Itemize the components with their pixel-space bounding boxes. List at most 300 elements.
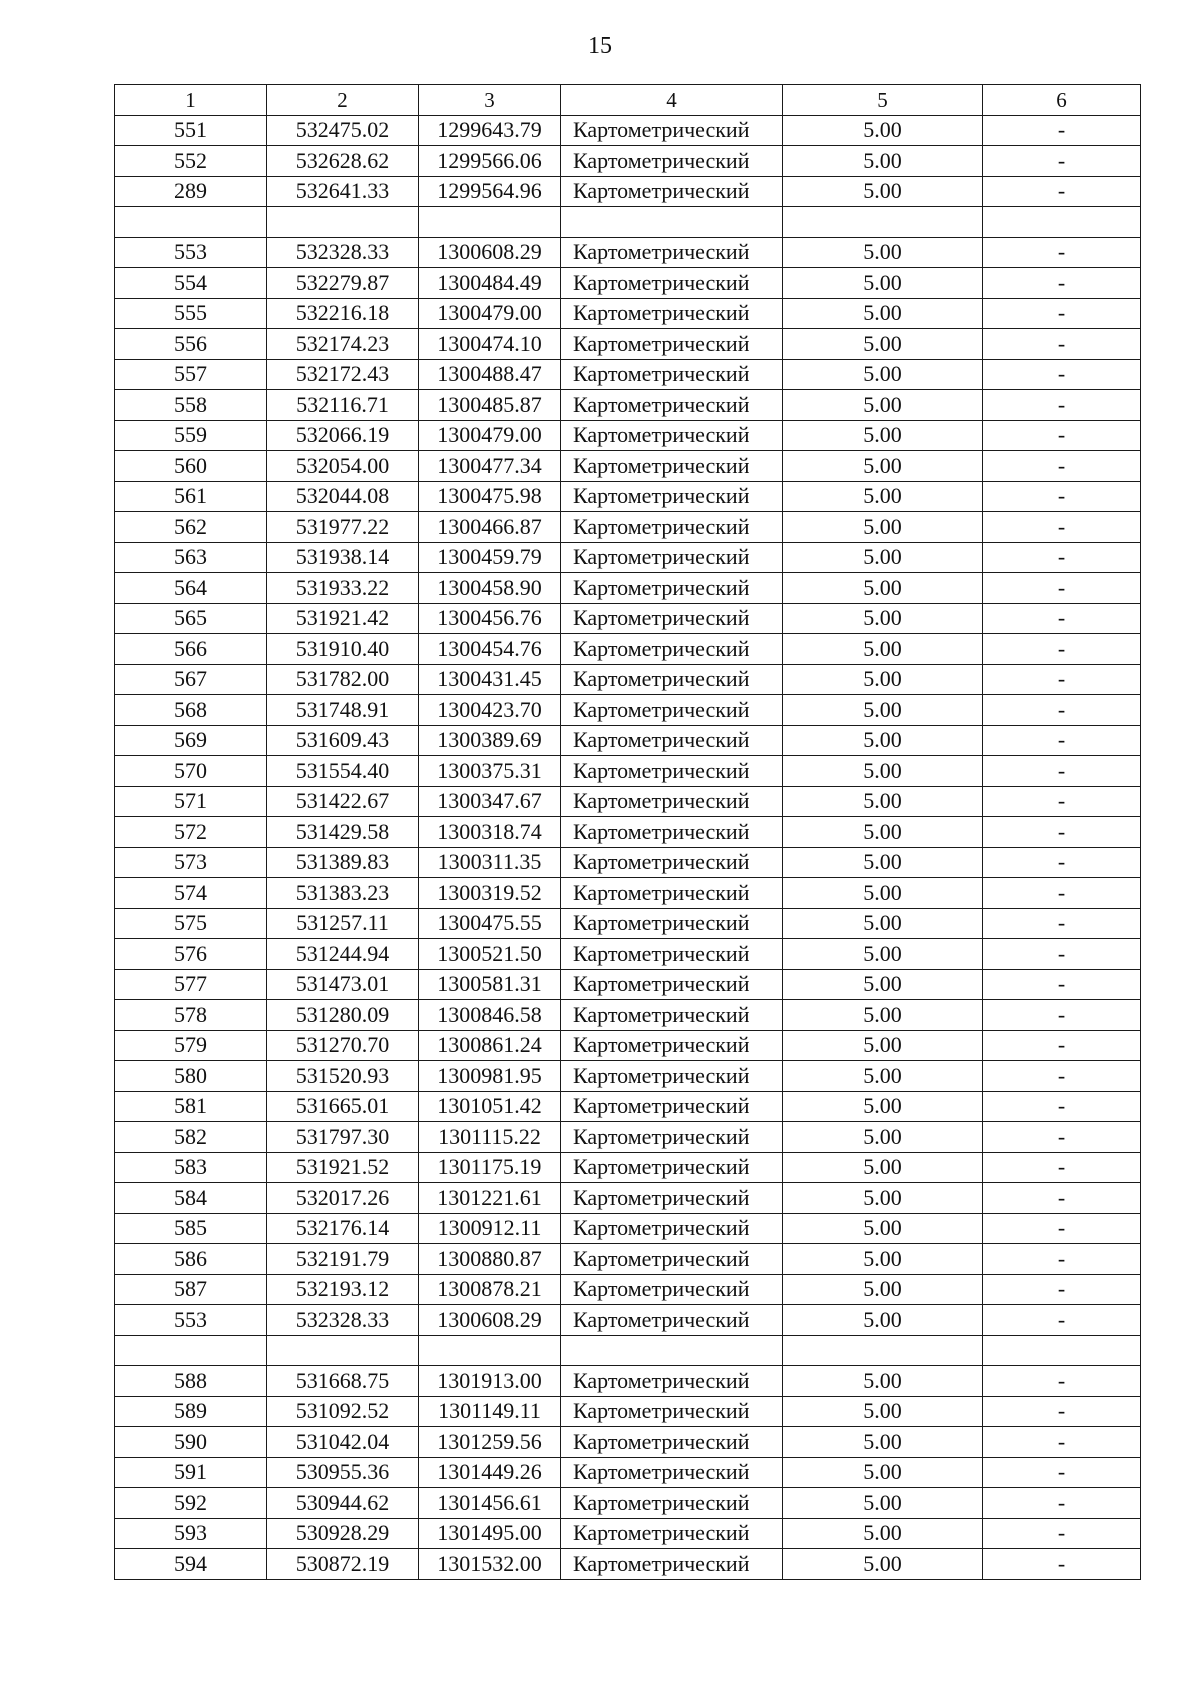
table-cell: 577 (115, 969, 267, 1000)
table-cell: 532193.12 (267, 1274, 419, 1305)
table-cell: 532475.02 (267, 115, 419, 146)
table-cell: 531797.30 (267, 1122, 419, 1153)
table-cell (561, 1335, 783, 1366)
table-cell: 532628.62 (267, 146, 419, 177)
table-cell: 5.00 (783, 969, 983, 1000)
table-cell: - (983, 786, 1141, 817)
table-cell: Картометрический (561, 939, 783, 970)
column-header: 6 (983, 85, 1141, 116)
table-cell: Картометрический (561, 146, 783, 177)
table-cell: Картометрический (561, 420, 783, 451)
table-row (115, 542, 1141, 573)
table-row (115, 1457, 1141, 1488)
table-cell: 1300466.87 (419, 512, 561, 543)
table-cell: Картометрический (561, 1488, 783, 1519)
table-cell: Картометрический (561, 1000, 783, 1031)
table-row (115, 878, 1141, 909)
table-row (115, 359, 1141, 390)
table-cell: 531389.83 (267, 847, 419, 878)
table-cell: - (983, 1427, 1141, 1458)
table-cell: - (983, 512, 1141, 543)
table-cell: Картометрический (561, 451, 783, 482)
table-cell: 1299564.96 (419, 176, 561, 207)
table-cell: Картометрический (561, 268, 783, 299)
table-cell: 1300912.11 (419, 1213, 561, 1244)
table-row (115, 1000, 1141, 1031)
table-cell: 5.00 (783, 481, 983, 512)
table-row (115, 1305, 1141, 1336)
table-cell: - (983, 115, 1141, 146)
table-cell: 1300608.29 (419, 237, 561, 268)
table-row (115, 695, 1141, 726)
table-row (115, 786, 1141, 817)
table-cell: Картометрический (561, 512, 783, 543)
table-cell: - (983, 725, 1141, 756)
table-cell: - (983, 1030, 1141, 1061)
table-cell: Картометрический (561, 390, 783, 421)
table-row (115, 1213, 1141, 1244)
table-cell: 532172.43 (267, 359, 419, 390)
table-cell: - (983, 1000, 1141, 1031)
table-cell: 1301456.61 (419, 1488, 561, 1519)
table-cell: 1300389.69 (419, 725, 561, 756)
table-cell: 559 (115, 420, 267, 451)
table-cell: 5.00 (783, 298, 983, 329)
table-cell: 5.00 (783, 146, 983, 177)
table-cell: Картометрический (561, 725, 783, 756)
table-cell: Картометрический (561, 1396, 783, 1427)
table-cell: 567 (115, 664, 267, 695)
table-row (115, 1030, 1141, 1061)
table-cell: 531748.91 (267, 695, 419, 726)
table-cell: 1300485.87 (419, 390, 561, 421)
table-row (115, 725, 1141, 756)
table-cell: 531092.52 (267, 1396, 419, 1427)
table-cell: 531977.22 (267, 512, 419, 543)
table-row (115, 1335, 1141, 1366)
page-number: 15 (588, 33, 612, 59)
table-cell: Картометрический (561, 603, 783, 634)
table-cell: 1300347.67 (419, 786, 561, 817)
table-cell: 5.00 (783, 695, 983, 726)
table-cell: 555 (115, 298, 267, 329)
table-cell: 5.00 (783, 1457, 983, 1488)
table-cell: 554 (115, 268, 267, 299)
table-cell: 5.00 (783, 634, 983, 665)
table-cell: 531520.93 (267, 1061, 419, 1092)
table-cell: - (983, 1366, 1141, 1397)
table-cell: 5.00 (783, 359, 983, 390)
table-cell: 1300846.58 (419, 1000, 561, 1031)
table-cell: - (983, 603, 1141, 634)
table-cell: 5.00 (783, 1366, 983, 1397)
table-cell: 585 (115, 1213, 267, 1244)
table-cell: 5.00 (783, 1518, 983, 1549)
table-cell (419, 1335, 561, 1366)
table-cell: 590 (115, 1427, 267, 1458)
table-row (115, 146, 1141, 177)
table-cell: 5.00 (783, 237, 983, 268)
table-header-row (115, 85, 1141, 116)
table-cell: 532017.26 (267, 1183, 419, 1214)
table-cell: 562 (115, 512, 267, 543)
table-cell: - (983, 878, 1141, 909)
table-cell: Картометрический (561, 1518, 783, 1549)
table-cell: 569 (115, 725, 267, 756)
table-cell: 1300479.00 (419, 298, 561, 329)
table-cell: 532216.18 (267, 298, 419, 329)
table-cell: 558 (115, 390, 267, 421)
table-cell: 1301259.56 (419, 1427, 561, 1458)
table-cell: Картометрический (561, 1244, 783, 1275)
table-cell: 5.00 (783, 542, 983, 573)
column-header: 4 (561, 85, 783, 116)
table-cell: 5.00 (783, 1122, 983, 1153)
table-cell: 530928.29 (267, 1518, 419, 1549)
table-row (115, 298, 1141, 329)
table-row (115, 176, 1141, 207)
table-cell: 531473.01 (267, 969, 419, 1000)
table-cell: 1300475.55 (419, 908, 561, 939)
table-row (115, 908, 1141, 939)
table-cell: 589 (115, 1396, 267, 1427)
table-cell: Картометрический (561, 756, 783, 787)
table-cell (267, 1335, 419, 1366)
table-cell: 5.00 (783, 1549, 983, 1580)
table-cell: 531270.70 (267, 1030, 419, 1061)
table-cell: 532054.00 (267, 451, 419, 482)
table-row (115, 756, 1141, 787)
table-cell: 531429.58 (267, 817, 419, 848)
table-cell: 5.00 (783, 451, 983, 482)
table-cell: 5.00 (783, 1061, 983, 1092)
table-cell: 1300484.49 (419, 268, 561, 299)
table-row (115, 1366, 1141, 1397)
table-cell: 289 (115, 176, 267, 207)
table-cell: 1300475.98 (419, 481, 561, 512)
table-cell: - (983, 1152, 1141, 1183)
table-cell: Картометрический (561, 1457, 783, 1488)
column-header: 3 (419, 85, 561, 116)
table-cell: Картометрический (561, 542, 783, 573)
table-cell: Картометрический (561, 878, 783, 909)
table-cell: - (983, 634, 1141, 665)
table-cell: 584 (115, 1183, 267, 1214)
table-cell: 5.00 (783, 1488, 983, 1519)
table-cell: Картометрический (561, 1549, 783, 1580)
table-cell: 5.00 (783, 664, 983, 695)
table-cell: 531609.43 (267, 725, 419, 756)
table-cell: - (983, 359, 1141, 390)
table-cell: 531938.14 (267, 542, 419, 573)
table-cell: 5.00 (783, 512, 983, 543)
table-cell: Картометрический (561, 329, 783, 360)
table-cell: 574 (115, 878, 267, 909)
table-cell: 1300861.24 (419, 1030, 561, 1061)
table-cell: 571 (115, 786, 267, 817)
table-cell: - (983, 1518, 1141, 1549)
table-row (115, 603, 1141, 634)
table-cell: - (983, 969, 1141, 1000)
table-cell: Картометрический (561, 115, 783, 146)
table-cell: - (983, 908, 1141, 939)
table-cell: 552 (115, 146, 267, 177)
table-cell: 557 (115, 359, 267, 390)
table-cell: Картометрический (561, 1274, 783, 1305)
table-cell: - (983, 542, 1141, 573)
table-cell: Картометрический (561, 359, 783, 390)
table-cell: 1300375.31 (419, 756, 561, 787)
table-row (115, 939, 1141, 970)
table-cell: Картометрический (561, 1061, 783, 1092)
table-cell: - (983, 1244, 1141, 1275)
table-row (115, 420, 1141, 451)
table-cell: 556 (115, 329, 267, 360)
table-cell: 1300423.70 (419, 695, 561, 726)
table-cell: - (983, 939, 1141, 970)
table-cell: Картометрический (561, 1030, 783, 1061)
table-cell: 568 (115, 695, 267, 726)
table-cell: 531921.52 (267, 1152, 419, 1183)
table-cell: 5.00 (783, 115, 983, 146)
table-cell: 1300880.87 (419, 1244, 561, 1275)
table-cell: 532641.33 (267, 176, 419, 207)
table-row (115, 1427, 1141, 1458)
table-cell: Картометрический (561, 481, 783, 512)
table-cell: 532176.14 (267, 1213, 419, 1244)
table-cell: Картометрический (561, 1427, 783, 1458)
table-cell: 579 (115, 1030, 267, 1061)
table-cell: 553 (115, 1305, 267, 1336)
table-cell: - (983, 329, 1141, 360)
table-cell (983, 1335, 1141, 1366)
table-cell: - (983, 1549, 1141, 1580)
table-cell: - (983, 817, 1141, 848)
table-cell: Картометрический (561, 695, 783, 726)
table-row (115, 1274, 1141, 1305)
table-row (115, 1549, 1141, 1580)
table-cell: 531244.94 (267, 939, 419, 970)
table-cell: - (983, 451, 1141, 482)
column-header: 2 (267, 85, 419, 116)
table-row (115, 268, 1141, 299)
table-row (115, 634, 1141, 665)
table-cell: - (983, 1488, 1141, 1519)
table-cell: - (983, 664, 1141, 695)
table-cell: 1301175.19 (419, 1152, 561, 1183)
table-cell: 5.00 (783, 878, 983, 909)
table-cell: 1300454.76 (419, 634, 561, 665)
table-cell: Картометрический (561, 176, 783, 207)
table-cell: 1300459.79 (419, 542, 561, 573)
table-cell: 1301221.61 (419, 1183, 561, 1214)
table-cell: 5.00 (783, 1305, 983, 1336)
table-cell: 586 (115, 1244, 267, 1275)
table-cell: - (983, 1091, 1141, 1122)
table-cell: 5.00 (783, 329, 983, 360)
table-cell: 531257.11 (267, 908, 419, 939)
table-cell: 572 (115, 817, 267, 848)
table-cell: 531665.01 (267, 1091, 419, 1122)
table-cell: Картометрический (561, 1122, 783, 1153)
table-cell: 576 (115, 939, 267, 970)
table-cell: - (983, 237, 1141, 268)
table-row (115, 1244, 1141, 1275)
table-cell (115, 1335, 267, 1366)
table-cell: - (983, 1213, 1141, 1244)
table-row (115, 573, 1141, 604)
table-cell: 531042.04 (267, 1427, 419, 1458)
table-cell: Картометрический (561, 664, 783, 695)
table-cell: Картометрический (561, 1091, 783, 1122)
table-cell: 1300479.00 (419, 420, 561, 451)
table-cell: 591 (115, 1457, 267, 1488)
table-row (115, 481, 1141, 512)
table-cell: 532191.79 (267, 1244, 419, 1275)
table-row (115, 512, 1141, 543)
table-row (115, 1518, 1141, 1549)
table-cell: 588 (115, 1366, 267, 1397)
table-cell: 1300318.74 (419, 817, 561, 848)
table-cell: - (983, 1305, 1141, 1336)
table-cell: 592 (115, 1488, 267, 1519)
table-cell: 1300458.90 (419, 573, 561, 604)
table-cell: 531280.09 (267, 1000, 419, 1031)
table-cell: 531933.22 (267, 573, 419, 604)
table-cell: - (983, 1122, 1141, 1153)
table-cell: 531782.00 (267, 664, 419, 695)
table-row (115, 1488, 1141, 1519)
table-cell: 593 (115, 1518, 267, 1549)
table-cell: 1300488.47 (419, 359, 561, 390)
table-cell: Картометрический (561, 634, 783, 665)
table-cell (783, 207, 983, 238)
table-cell: - (983, 695, 1141, 726)
table-cell (561, 207, 783, 238)
table-cell: Картометрический (561, 908, 783, 939)
table-cell: Картометрический (561, 1305, 783, 1336)
table-row (115, 329, 1141, 360)
table-cell: 565 (115, 603, 267, 634)
table-cell: 5.00 (783, 908, 983, 939)
table-cell: 1300456.76 (419, 603, 561, 634)
table-cell: 1301913.00 (419, 1366, 561, 1397)
table-cell: 532174.23 (267, 329, 419, 360)
table-cell: 5.00 (783, 847, 983, 878)
table-cell: 532116.71 (267, 390, 419, 421)
table-cell: - (983, 1061, 1141, 1092)
table-cell: - (983, 1183, 1141, 1214)
table-cell: 553 (115, 237, 267, 268)
table-cell: 5.00 (783, 1030, 983, 1061)
table-row (115, 451, 1141, 482)
table-cell: 560 (115, 451, 267, 482)
table-cell: Картометрический (561, 298, 783, 329)
table-cell: Картометрический (561, 969, 783, 1000)
table-cell: 1301115.22 (419, 1122, 561, 1153)
table-cell: 5.00 (783, 390, 983, 421)
table-cell: 578 (115, 1000, 267, 1031)
table-cell: - (983, 176, 1141, 207)
table-cell: 531921.42 (267, 603, 419, 634)
table-cell: Картометрический (561, 1183, 783, 1214)
table-cell: 1300431.45 (419, 664, 561, 695)
table-cell: 1299643.79 (419, 115, 561, 146)
table-cell: 531422.67 (267, 786, 419, 817)
table-cell: - (983, 298, 1141, 329)
table-cell: 5.00 (783, 817, 983, 848)
table-cell: - (983, 390, 1141, 421)
table-cell: 5.00 (783, 1396, 983, 1427)
table-cell: 1301449.26 (419, 1457, 561, 1488)
table-row (115, 390, 1141, 421)
table-cell: 532044.08 (267, 481, 419, 512)
table-cell: 5.00 (783, 573, 983, 604)
table-cell: 1300319.52 (419, 878, 561, 909)
table-cell: 1300311.35 (419, 847, 561, 878)
table-cell: Картометрический (561, 1366, 783, 1397)
table-cell: 530955.36 (267, 1457, 419, 1488)
table-cell: 583 (115, 1152, 267, 1183)
table-cell: 1300474.10 (419, 329, 561, 360)
table-cell: 570 (115, 756, 267, 787)
table-cell (115, 207, 267, 238)
table-row (115, 1091, 1141, 1122)
table-cell: 581 (115, 1091, 267, 1122)
table-cell: 1300608.29 (419, 1305, 561, 1336)
table-cell: - (983, 420, 1141, 451)
table-cell: 530944.62 (267, 1488, 419, 1519)
table-row (115, 1152, 1141, 1183)
table-cell: 532328.33 (267, 1305, 419, 1336)
table-cell (983, 207, 1141, 238)
table-cell: 563 (115, 542, 267, 573)
table-cell: 1300878.21 (419, 1274, 561, 1305)
table-cell: 561 (115, 481, 267, 512)
table-row (115, 115, 1141, 146)
table-body (115, 115, 1141, 1579)
table-cell: - (983, 146, 1141, 177)
table-cell: 551 (115, 115, 267, 146)
table-cell: 582 (115, 1122, 267, 1153)
column-header: 1 (115, 85, 267, 116)
table-cell: Картометрический (561, 573, 783, 604)
table-cell (783, 1335, 983, 1366)
table-cell: 5.00 (783, 725, 983, 756)
table-cell: 5.00 (783, 268, 983, 299)
table-cell (419, 207, 561, 238)
table-cell: 1300477.34 (419, 451, 561, 482)
column-header: 5 (783, 85, 983, 116)
table-cell: 1301051.42 (419, 1091, 561, 1122)
table-row (115, 1183, 1141, 1214)
table-cell: 531910.40 (267, 634, 419, 665)
table-cell: - (983, 1457, 1141, 1488)
table-cell: - (983, 756, 1141, 787)
table-cell: 532279.87 (267, 268, 419, 299)
table-cell: - (983, 847, 1141, 878)
table-row (115, 847, 1141, 878)
table-row (115, 1122, 1141, 1153)
table-cell: 531383.23 (267, 878, 419, 909)
table-cell: Картометрический (561, 786, 783, 817)
table-cell: 5.00 (783, 1213, 983, 1244)
coordinates-table (114, 84, 1141, 1580)
table-cell: 580 (115, 1061, 267, 1092)
table-row (115, 207, 1141, 238)
table-cell: 1301149.11 (419, 1396, 561, 1427)
table-cell: 5.00 (783, 1000, 983, 1031)
